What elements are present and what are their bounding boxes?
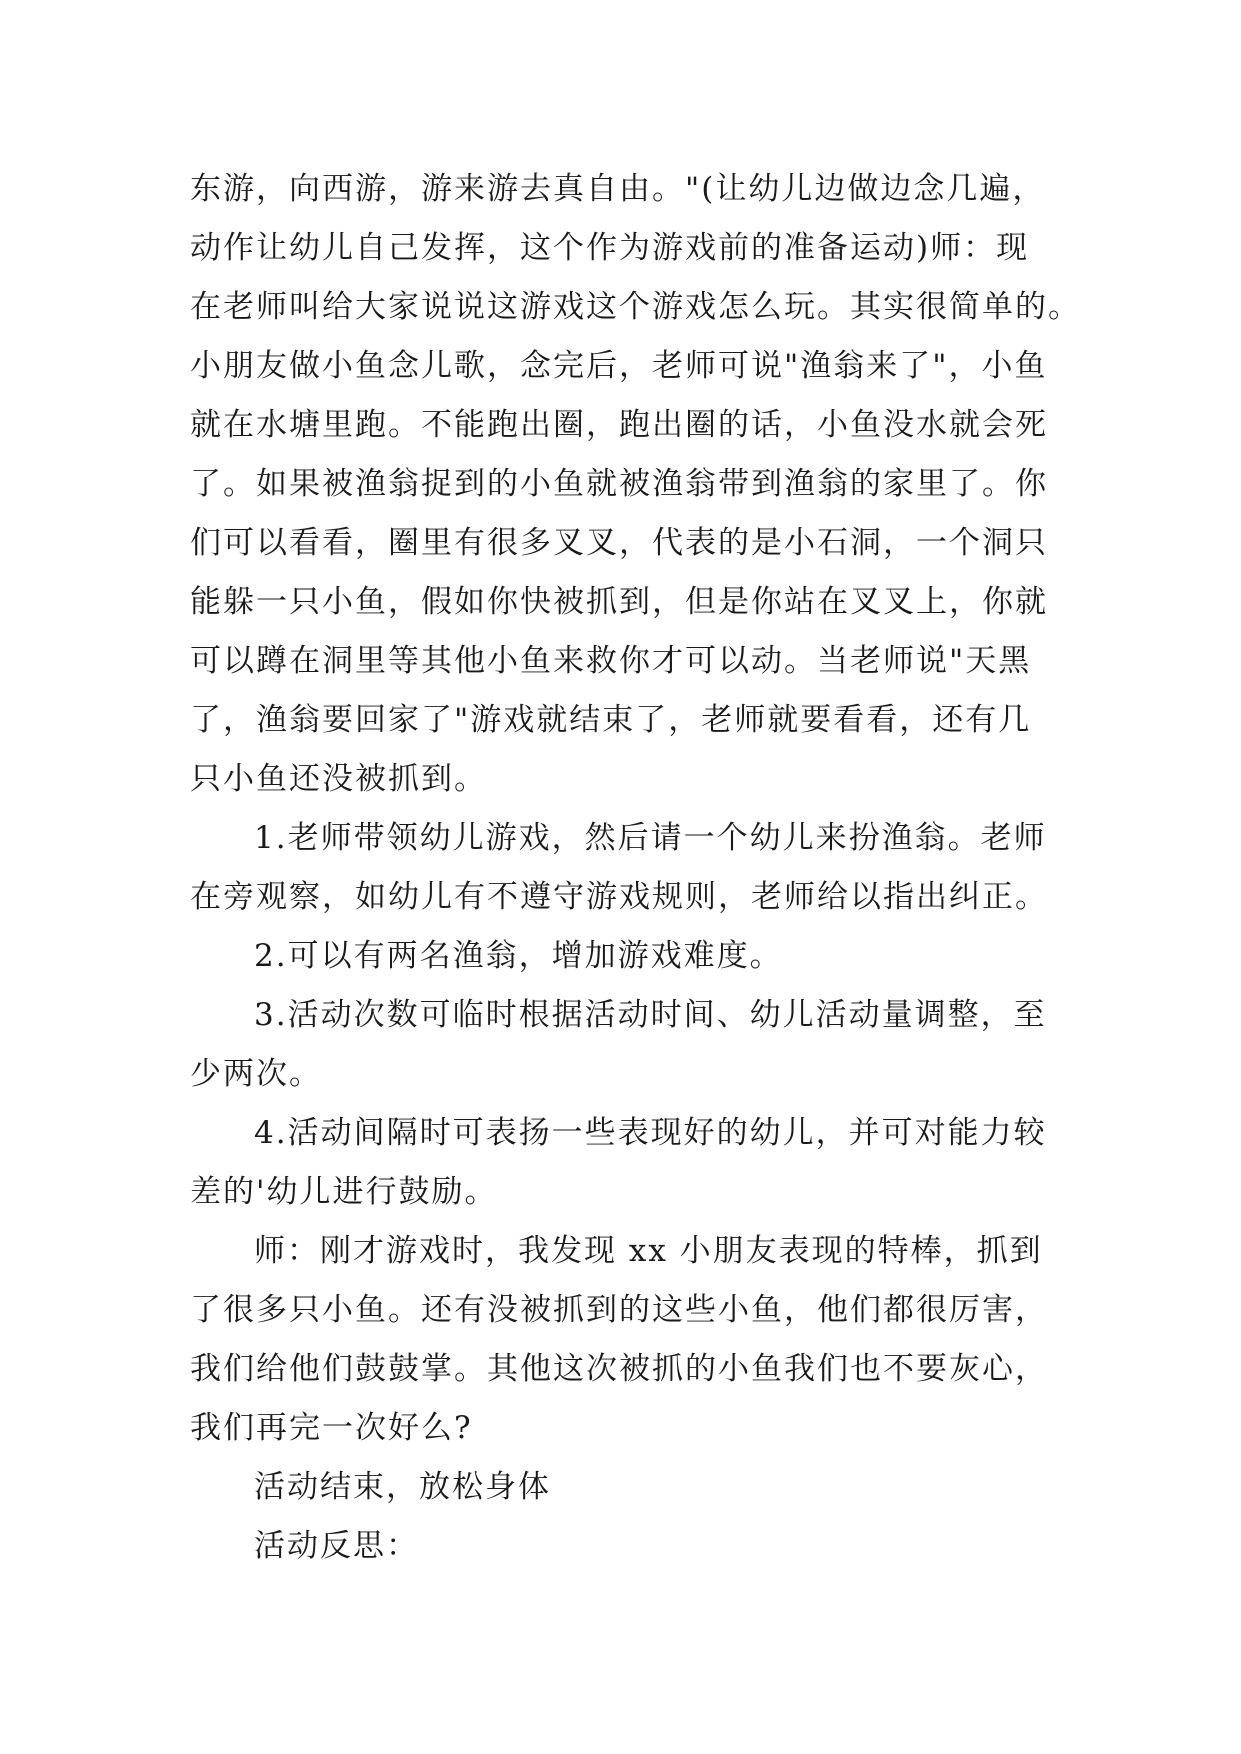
text-line: 2.可以有两名渔翁，增加游戏难度。 [254, 938, 783, 974]
text-line: 只小鱼还没被抓到。 [190, 761, 487, 797]
text-line: 就在水塘里跑。不能跑出圈，跑出圈的话，小鱼没水就会死 [190, 407, 1048, 443]
text-line: 小朋友做小鱼念儿歌，念完后，老师可说"渔翁来了"，小鱼 [190, 348, 1048, 384]
text-line: 4.活动间隔时可表扬一些表现好的幼儿，并可对能力较 [254, 1115, 1047, 1151]
text-line: 活动反思： [254, 1528, 419, 1564]
text-line: 3.活动次数可临时根据活动时间、幼儿活动量调整，至 [254, 997, 1047, 1033]
text-line: 我们给他们鼓鼓掌。其他这次被抓的小鱼我们也不要灰心， [190, 1351, 1048, 1387]
text-line: 在旁观察，如幼儿有不遵守游戏规则，老师给以指出纠正。 [190, 879, 1048, 915]
text-line: 我们再完一次好么? [190, 1410, 473, 1446]
text-line: 活动结束，放松身体 [254, 1469, 551, 1505]
text-line: 了。如果被渔翁捉到的小鱼就被渔翁带到渔翁的家里了。你 [190, 466, 1048, 502]
text-line: 能躲一只小鱼，假如你快被抓到，但是你站在叉叉上，你就 [190, 584, 1048, 620]
text-line: 东游，向西游，游来游去真自由。"(让幼儿边做边念几遍， [190, 171, 1046, 207]
text-line: 可以蹲在洞里等其他小鱼来救你才可以动。当老师说"天黑 [190, 643, 1032, 679]
text-line: 1.老师带领幼儿游戏，然后请一个幼儿来扮渔翁。老师 [254, 820, 1047, 856]
text-line: 少两次。 [190, 1056, 322, 1092]
text-line: 师：刚才游戏时，我发现 xx 小朋友表现的特棒，抓到 [254, 1233, 1043, 1269]
text-line: 了，渔翁要回家了"游戏就结束了，老师就要看看，还有几 [190, 702, 1032, 738]
text-line: 在老师叫给大家说说这游戏这个游戏怎么玩。其实很简单的。 [190, 289, 1081, 325]
document-body [190, 160, 1081, 1576]
text-line: 差的'幼儿进行鼓励。 [190, 1174, 498, 1210]
text-line: 们可以看看，圈里有很多叉叉，代表的是小石洞，一个洞只 [190, 525, 1048, 561]
text-line: 了很多只小鱼。还有没被抓到的这些小鱼，他们都很厉害， [190, 1292, 1048, 1328]
text-line: 动作让幼儿自己发挥，这个作为游戏前的准备运动)师：现 [190, 230, 1030, 266]
